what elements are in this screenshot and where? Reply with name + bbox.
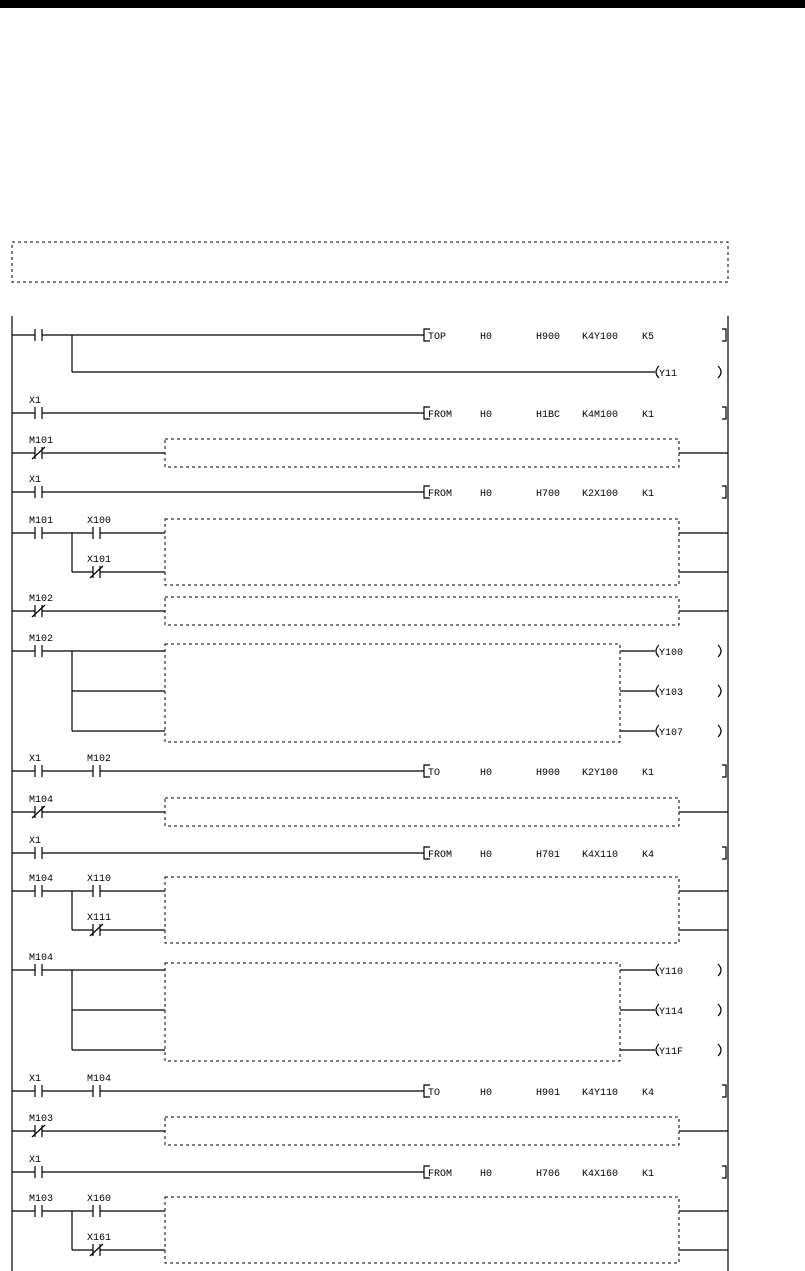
rung-r5-comment-box <box>165 519 679 585</box>
rung-r1-instruction-bracket-close <box>722 329 726 341</box>
rung-r16-comment-box <box>165 1197 679 1263</box>
rung-r15-instruction-operand-4: K1 <box>642 1169 655 1180</box>
rung-r10-instruction-operand-2: H701 <box>536 850 561 861</box>
rung-r8-series-contact-label: M102 <box>87 754 112 765</box>
rung-r7-contact-label: M102 <box>29 634 54 645</box>
rung-r10-instruction-operand-1: H0 <box>480 850 493 861</box>
rung-r8-instruction-operand-0: TO <box>428 768 441 779</box>
rung-r1b-coil-close <box>718 366 721 378</box>
rung-r7-2-coil-close <box>718 725 721 737</box>
rung-r13-instruction-operand-3: K4Y110 <box>582 1088 619 1099</box>
rung-r1-instruction-operand-4: K5 <box>642 332 655 343</box>
rung-r13-instruction-operand-0: TO <box>428 1088 441 1099</box>
rung-r5-contact-label: M101 <box>29 516 54 527</box>
rung-r12-comment-box <box>165 963 620 1061</box>
rung-r13-contact-label: X1 <box>29 1074 42 1085</box>
rung-r4-instruction-operand-3: K2X100 <box>582 489 619 500</box>
rung-r6-comment-box <box>165 597 679 625</box>
rung-r9-comment-box <box>165 798 679 826</box>
rung-r8-instruction-operand-1: H0 <box>480 768 493 779</box>
rung-r10-instruction-bracket-close <box>722 847 726 859</box>
rung-r9-contact-label: M104 <box>29 795 54 806</box>
rung-r11-series-contact-label: X110 <box>87 874 112 885</box>
rung-r15-instruction-operand-1: H0 <box>480 1169 493 1180</box>
rung-r7-comment-box <box>165 644 620 742</box>
rung-r2-instruction-operand-1: H0 <box>480 410 493 421</box>
rung-r14-contact-label: M103 <box>29 1114 54 1125</box>
rung-r12-1-coil-label: Y114 <box>659 1007 684 1018</box>
rung-r12-0-coil-close <box>718 964 721 976</box>
rung-r2-instruction-operand-2: H1BC <box>536 410 561 421</box>
rung-r11-comment-box <box>165 877 679 943</box>
rung-r7-1-coil-close <box>718 685 721 697</box>
rung-r4-instruction-bracket-close <box>722 486 726 498</box>
rung-r13-instruction-bracket-close <box>722 1085 726 1097</box>
rung-r15-instruction-operand-3: K4X160 <box>582 1169 619 1180</box>
rung-r12-1-coil-close <box>718 1004 721 1016</box>
rung-r15-instruction-operand-0: FROM <box>428 1169 453 1180</box>
comment-box <box>12 242 728 282</box>
rung-r3-contact-label: M101 <box>29 436 54 447</box>
rung-r12-contact-label: M104 <box>29 953 54 964</box>
rung-r13-instruction-operand-1: H0 <box>480 1088 493 1099</box>
rung-r16-series-contact-label: X160 <box>87 1194 112 1205</box>
rung-r12-0-coil-label: Y110 <box>659 967 684 978</box>
rung-r7-0-coil-label: Y100 <box>659 648 684 659</box>
rung-r4-instruction-operand-4: K1 <box>642 489 655 500</box>
rung-r7-0-coil-close <box>718 645 721 657</box>
rung-r15-contact-label: X1 <box>29 1155 42 1166</box>
rung-r1-instruction-operand-1: H0 <box>480 332 493 343</box>
rung-r11-contact-label: M104 <box>29 874 54 885</box>
rung-r2-instruction-operand-0: FROM <box>428 410 453 421</box>
rung-r8-instruction-bracket-close <box>722 765 726 777</box>
rung-r8-contact-label: X1 <box>29 754 42 765</box>
rung-r4-instruction-operand-2: H700 <box>536 489 561 500</box>
rung-r1-instruction-operand-3: K4Y100 <box>582 332 619 343</box>
rung-r14-comment-box <box>165 1117 679 1145</box>
rung-r12-2-coil-label: Y11F <box>659 1047 684 1058</box>
rung-r5-branch-contact-label: X101 <box>87 555 112 566</box>
rung-r2-instruction-operand-4: K1 <box>642 410 655 421</box>
rung-r13-instruction-operand-2: H901 <box>536 1088 561 1099</box>
rung-r10-contact-label: X1 <box>29 836 42 847</box>
rung-r2-contact-label: X1 <box>29 396 42 407</box>
rung-r3-comment-box <box>165 439 679 467</box>
rung-r8-instruction-operand-4: K1 <box>642 768 655 779</box>
rung-r13-series-contact-label: M104 <box>87 1074 112 1085</box>
rung-r15-instruction-operand-2: H706 <box>536 1169 561 1180</box>
rung-r11-branch-contact-label: X111 <box>87 913 112 924</box>
rung-r10-instruction-operand-4: K4 <box>642 850 655 861</box>
rung-r16-branch-contact-label: X161 <box>87 1233 112 1244</box>
rung-r7-1-coil-label: Y103 <box>659 688 684 699</box>
rung-r4-instruction-operand-0: FROM <box>428 489 453 500</box>
rung-r5-series-contact-label: X100 <box>87 516 112 527</box>
rung-r6-contact-label: M102 <box>29 594 54 605</box>
rung-r1-instruction-operand-0: TOP <box>428 332 447 343</box>
rung-r4-contact-label: X1 <box>29 475 42 486</box>
rung-r2-instruction-bracket-close <box>722 407 726 419</box>
rung-r12-2-coil-close <box>718 1044 721 1056</box>
rung-r7-2-coil-label: Y107 <box>659 728 684 739</box>
rung-r15-instruction-bracket-close <box>722 1166 726 1178</box>
rung-r8-instruction-operand-3: K2Y100 <box>582 768 619 779</box>
rung-r10-instruction-operand-3: K4X110 <box>582 850 619 861</box>
rung-r13-instruction-operand-4: K4 <box>642 1088 655 1099</box>
rung-r10-instruction-operand-0: FROM <box>428 850 453 861</box>
rung-r8-instruction-operand-2: H900 <box>536 768 561 779</box>
rung-r1-instruction-operand-2: H900 <box>536 332 561 343</box>
rung-r4-instruction-operand-1: H0 <box>480 489 493 500</box>
rung-r16-contact-label: M103 <box>29 1194 54 1205</box>
rung-r2-instruction-operand-3: K4M100 <box>582 410 619 421</box>
rung-r1b-coil-label: Y11 <box>659 369 678 380</box>
